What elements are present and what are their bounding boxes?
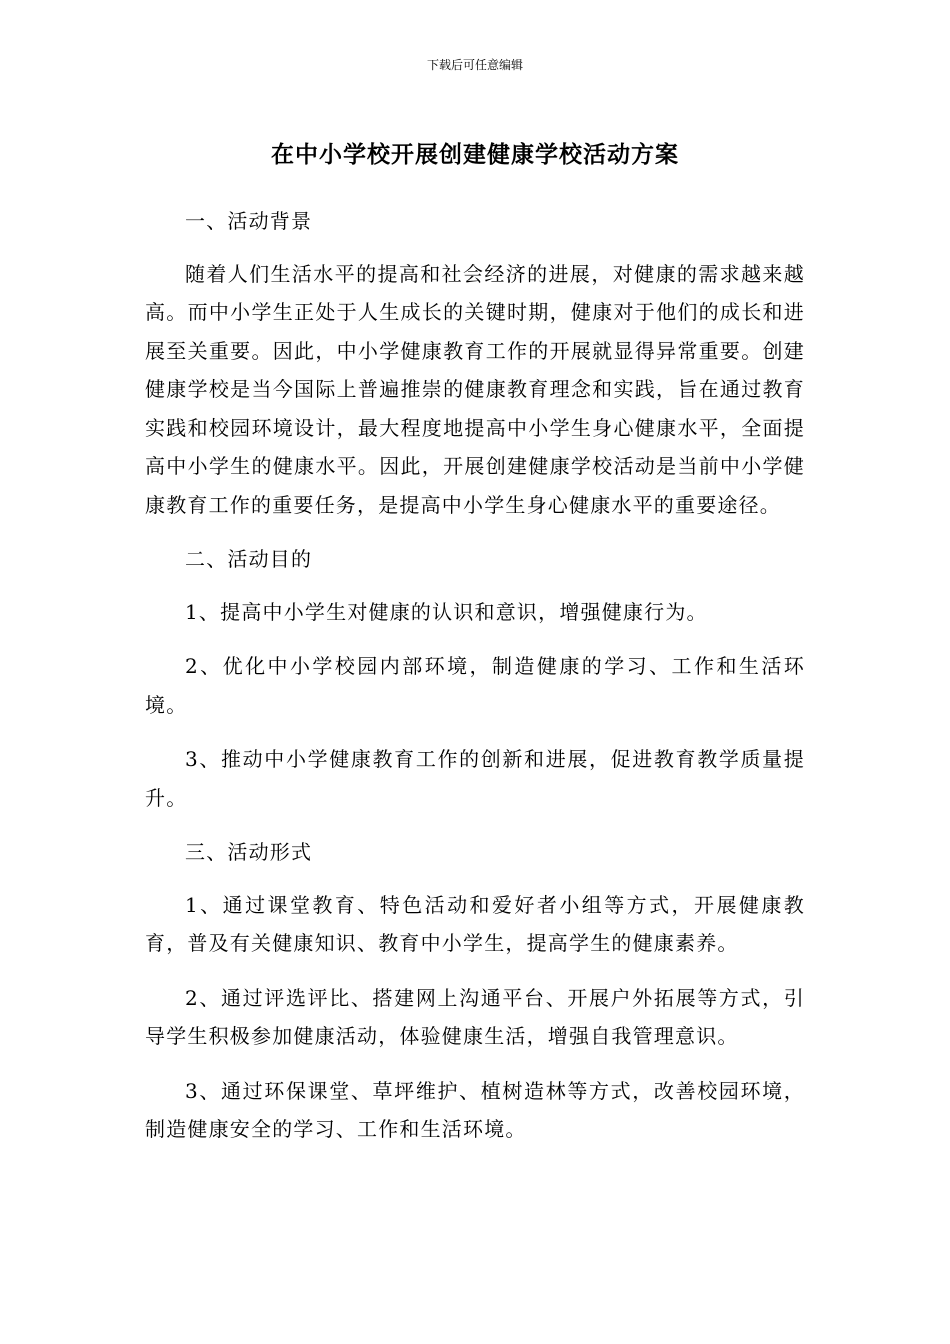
paragraph-format-2: 2、通过评选评比、搭建网上沟通平台、开展户外拓展等方式，引导学生积极参加健康活动，体验健康生活，增强自我管理意识。 — [145, 985, 805, 1048]
section-heading-purpose: 二、活动目的 — [185, 547, 313, 571]
paragraph-format-3: 3、通过环保课堂、草坪维护、植树造林等方式，改善校园环境，制造健康安全的学习、工作和生活环境。 — [145, 1078, 805, 1141]
paragraph-purpose-3: 3、推动中小学健康教育工作的创新和进展，促进教育教学质量提升。 — [145, 747, 805, 810]
paragraph-purpose-2: 2、优化中小学校园内部环境，制造健康的学习、工作和生活环境。 — [145, 654, 805, 717]
paragraph-background: 随着人们生活水平的提高和社会经济的进展，对健康的需求越来越高。而中小学生正处于人生成长的关键时期，健康对于他们的成长和进展至关重要。因此，中小学健康教育工作的开展就显得异常重要。创建健康学校是当今国际上普遍推崇的健康教育理念和实践，旨在通过教育实践和校园环境设计，最大程度地提高中小学生身心健康水平，全面提高中小学生的健康水平。因此，开展创建健康学校活动是当前中小学健康教育工作的重要任务，是提高中小学生身心健康水平的重要途径。 — [145, 261, 805, 517]
paragraph-format-1: 1、通过课堂教育、特色活动和爱好者小组等方式，开展健康教育，普及有关健康知识、教育中小学生，提高学生的健康素养。 — [145, 892, 805, 955]
section-heading-format: 三、活动形式 — [185, 840, 313, 864]
header-note: 下载后可任意编辑 — [426, 58, 523, 72]
paragraph-purpose-1: 1、提高中小学生对健康的认识和意识，增强健康行为。 — [185, 599, 708, 624]
document-title: 在中小学校开展创建健康学校活动方案 — [271, 142, 679, 168]
section-heading-background: 一、活动背景 — [185, 209, 313, 233]
document-body — [145, 202, 805, 1165]
